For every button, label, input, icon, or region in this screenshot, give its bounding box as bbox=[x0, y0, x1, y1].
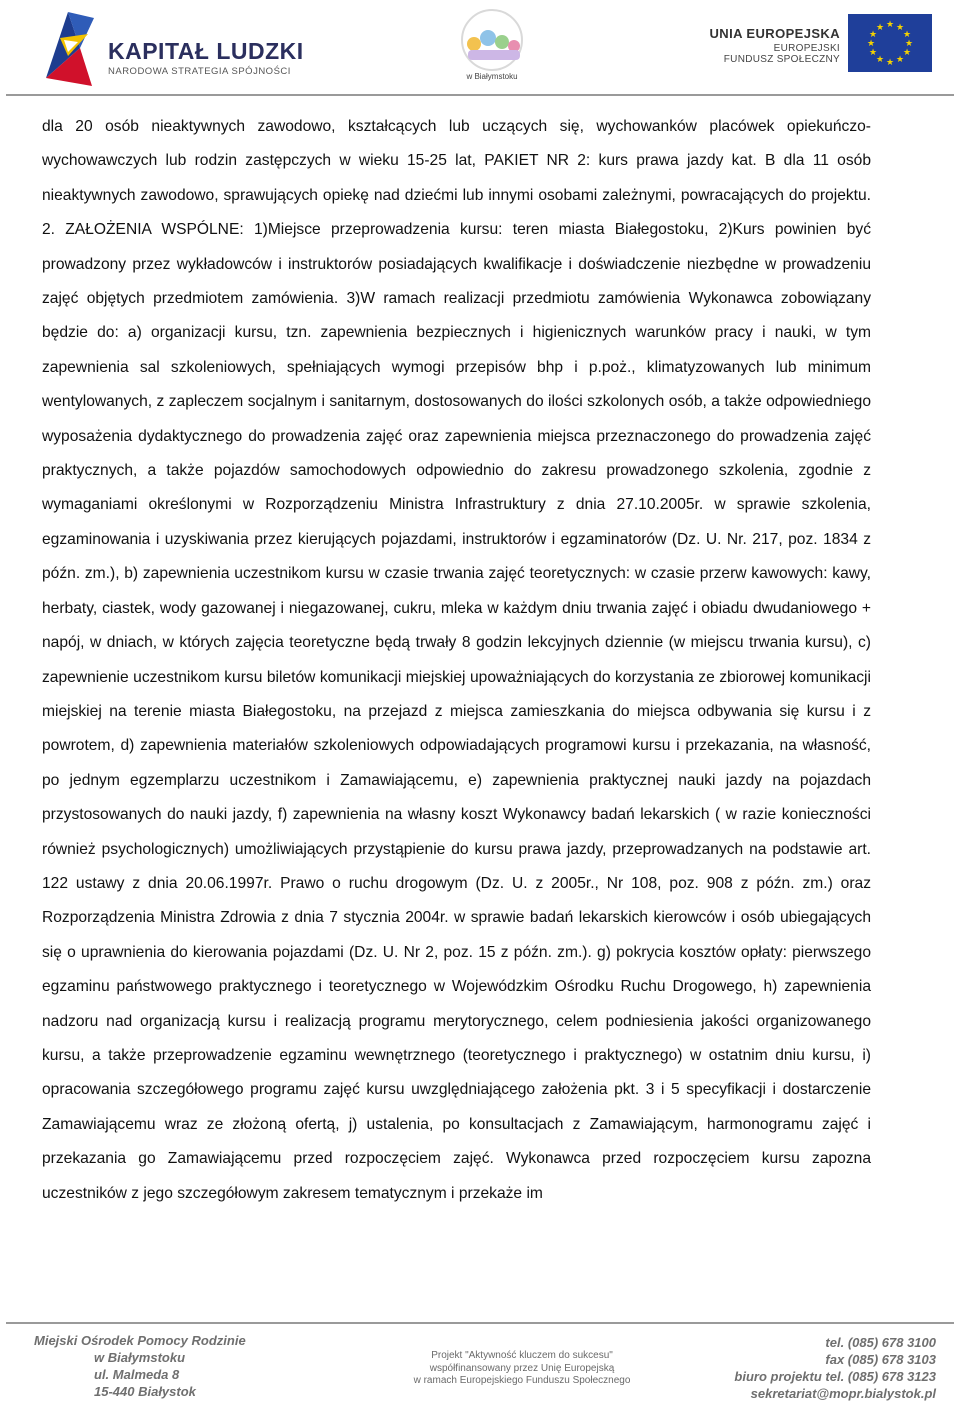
svg-text:★: ★ bbox=[902, 48, 912, 58]
eu-flag-icon bbox=[848, 14, 932, 72]
kapital-ludzki-title: KAPITAŁ LUDZKI bbox=[108, 38, 304, 64]
svg-text:★: ★ bbox=[904, 39, 914, 49]
svg-text:★: ★ bbox=[875, 55, 885, 65]
footer-cofinanced: współfinansowany przez Unię Europejską bbox=[429, 1362, 615, 1374]
footer-project-phone: biuro projektu tel. (085) 678 3123 bbox=[734, 1369, 936, 1384]
svg-text:★: ★ bbox=[868, 48, 878, 58]
svg-text:★: ★ bbox=[885, 58, 895, 68]
eu-logo bbox=[709, 14, 932, 78]
svg-text:★: ★ bbox=[902, 30, 912, 40]
footer-divider bbox=[6, 1322, 954, 1324]
footer-phone: tel. (085) 678 3100 bbox=[825, 1335, 936, 1350]
svg-text:★: ★ bbox=[885, 20, 895, 30]
kapital-ludzki-logo bbox=[38, 8, 304, 90]
svg-text:★: ★ bbox=[866, 39, 876, 49]
footer-project-info bbox=[392, 1350, 652, 1388]
kapital-ludzki-subtitle: NARODOWA STRATEGIA SPÓJNOŚCI bbox=[108, 66, 291, 77]
footer-fax: fax (085) 678 3103 bbox=[825, 1352, 936, 1367]
eu-line1: UNIA EUROPEJSKA bbox=[709, 26, 840, 41]
footer-contact bbox=[734, 1334, 936, 1402]
mopr-logo bbox=[436, 6, 548, 86]
svg-text:★: ★ bbox=[895, 55, 905, 65]
eu-line3: FUNDUSZ SPOŁECZNY bbox=[723, 54, 840, 65]
page-footer bbox=[0, 1322, 960, 1406]
svg-text:★: ★ bbox=[875, 23, 885, 33]
document-body bbox=[42, 110, 871, 1211]
mopr-logo-icon bbox=[436, 6, 548, 72]
footer-fund: w ramach Europejskiego Funduszu Społecznego bbox=[413, 1375, 631, 1386]
footer-postcode: 15-440 Białystok bbox=[94, 1384, 196, 1399]
mopr-caption: w Białymstoku bbox=[466, 72, 518, 81]
body-paragraph: dla 20 osób nieaktywnych zawodowo, kształcących lub uczących się, wychowanków placówek opiekuńczo-wychowawczych lub rodzin zastępczych w wieku 15-25 lat, PAKIET NR 2: kurs prawa jazdy kat. B dla 11 osób nieaktywnych zawodowo, sprawujących opiekę nad dziećmi lub innymi osobami zależnymi, powracających do projektu. 2. ZAŁOŻENIA WSPÓLNE: 1)Miejsce przeprowadzenia kursu: teren miasta Białegostoku, 2)Kurs powinien być prowadzony przez wykładowców i instruktorów posiadających kwalifikacje i doświadczenie niezbędne w prowadzeniu zajęć objętych przedmiotem zamówienia. 3)W ramach realizacji przedmiotu zamówienia Wykonawca zobowiązany będzie do: a) organizacji kursu, tzn. zapewnienia bezpiecznych i higienicznych warunków pracy i nauki, w tym zapewnienia sal szkoleniowych, spełniających wymogi przepisów bhp i p.poż., klimatyzowanych lub minimum wentylowanych, z zapleczem socjalnym i sanitarnym, dostosowanych do ilości szkolonych osób, a także odpowiedniego wyposażenia dydaktycznego do prowadzenia zajęć oraz zapewnienia miejsca przeznaczonego do prowadzenia zajęć praktycznych, a także pojazdów samochodowych odpowiednio do zakresu prowadzonego szkolenia, zgodnie z wymaganiami określonymi w Rozporządzeniu Ministra Infrastruktury z dnia 27.10.2005r. w sprawie szkolenia, egzaminowania i uzyskiwania przez kierujących pojazdami, instruktorów i egzaminatorów (Dz. U. Nr. 217, poz. 1834 z późn. zm.), b) zapewnienia uczestnikom kursu w czasie trwania zajęć teoretycznych: w czasie przerw kawowych: kawy, herbaty, ciastek, wody gazowanej i niegazowanej, cukru, mleka w każdym dniu trwania zajęć i obiadu dwudaniowego + napój, w dniach, w których zajęcia teoretyczne będą trwały 8 godzin lekcyjnych dziennie (w miejscu trwania kursu), c) zapewnienie uczestnikom kursu biletów komunikacji miejskiej upoważniających do korzystania ze zbiorowej komunikacji miejskiej na terenie miasta Białegostoku, na przejazd z miejsca zamieszkania do miejsca odbywania się kursu i z powrotem, d) zapewnienia materiałów szkoleniowych odpowiadających programowi kursu i przekazania, na własność, po jednym egzemplarzu uczestnikom i Zamawiającemu, e) zapewnienia praktycznej nauki jazdy na pojazdach przystosowanych do nauki jazdy, f) zapewnienia na własny koszt Wykonawcy badań lekarskich ( w razie konieczności również psychologicznych) umożliwiających przystąpienie do kursu prawa jazdy, przeprowadzanych na podstawie art. 122 ustawy z dnia 20.06.1997r. Prawo o ruchu drogowym (Dz. U. z 2005r., Nr 108, poz. 908 z późn. zm.) oraz Rozporządzenia Ministra Zdrowia z dnia 7 stycznia 2004r. w sprawie badań lekarskich kierowców i osób ubiegających się o uprawnienia do kierowania pojazdami (Dz. U. Nr 2, poz. 15 z późn. zm.). g) pokrycia kosztów opłaty: pierwszego egzaminu państwowego praktycznego i teoretycznego w Wojewódzkim Ośrodku Ruchu Drogowego, h) zapewnienia nadzoru nad organizacją kursu i realizacją programu merytorycznego, celem podniesienia jakości organizowanego kursu, a także przeprowadzenie egzaminu wewnętrznego (teoretycznego i praktycznego) w ostatnim dniu kursu, i) opracowania szczegółowego programu zajęć kursu uwzględniającego założenia pkt. 3 i 5 specyfikacji i dostarczenie Zamawiającemu wraz ze złożoną ofertą, j) ustalenia, po konsultacjach z Zamawiającym, harmonogramu zajęć i przekazania go Zamawiającemu przed rozpoczęciem zajęć. Wykonawca przed rozpoczęciem kursu zapozna uczestników z jego szczegółowym zakresem tematycznym i przekaże im bbox=[42, 118, 871, 1202]
svg-text:★: ★ bbox=[868, 30, 878, 40]
footer-address bbox=[34, 1332, 246, 1400]
page-header bbox=[0, 0, 960, 98]
header-divider bbox=[6, 94, 954, 96]
footer-project-name: Projekt "Aktywność kluczem do sukcesu" bbox=[431, 1350, 613, 1361]
kapital-ludzki-star-logo bbox=[38, 8, 98, 90]
eu-line2: EUROPEJSKI bbox=[773, 43, 840, 54]
footer-email: sekretariat@mopr.bialystok.pl bbox=[750, 1386, 936, 1401]
footer-org-name: Miejski Ośrodek Pomocy Rodzinie bbox=[34, 1333, 246, 1348]
footer-org-city: w Białymstoku bbox=[94, 1350, 186, 1365]
eu-logo-text bbox=[710, 26, 840, 65]
svg-text:★: ★ bbox=[895, 23, 905, 33]
footer-street: ul. Malmeda 8 bbox=[94, 1367, 180, 1382]
